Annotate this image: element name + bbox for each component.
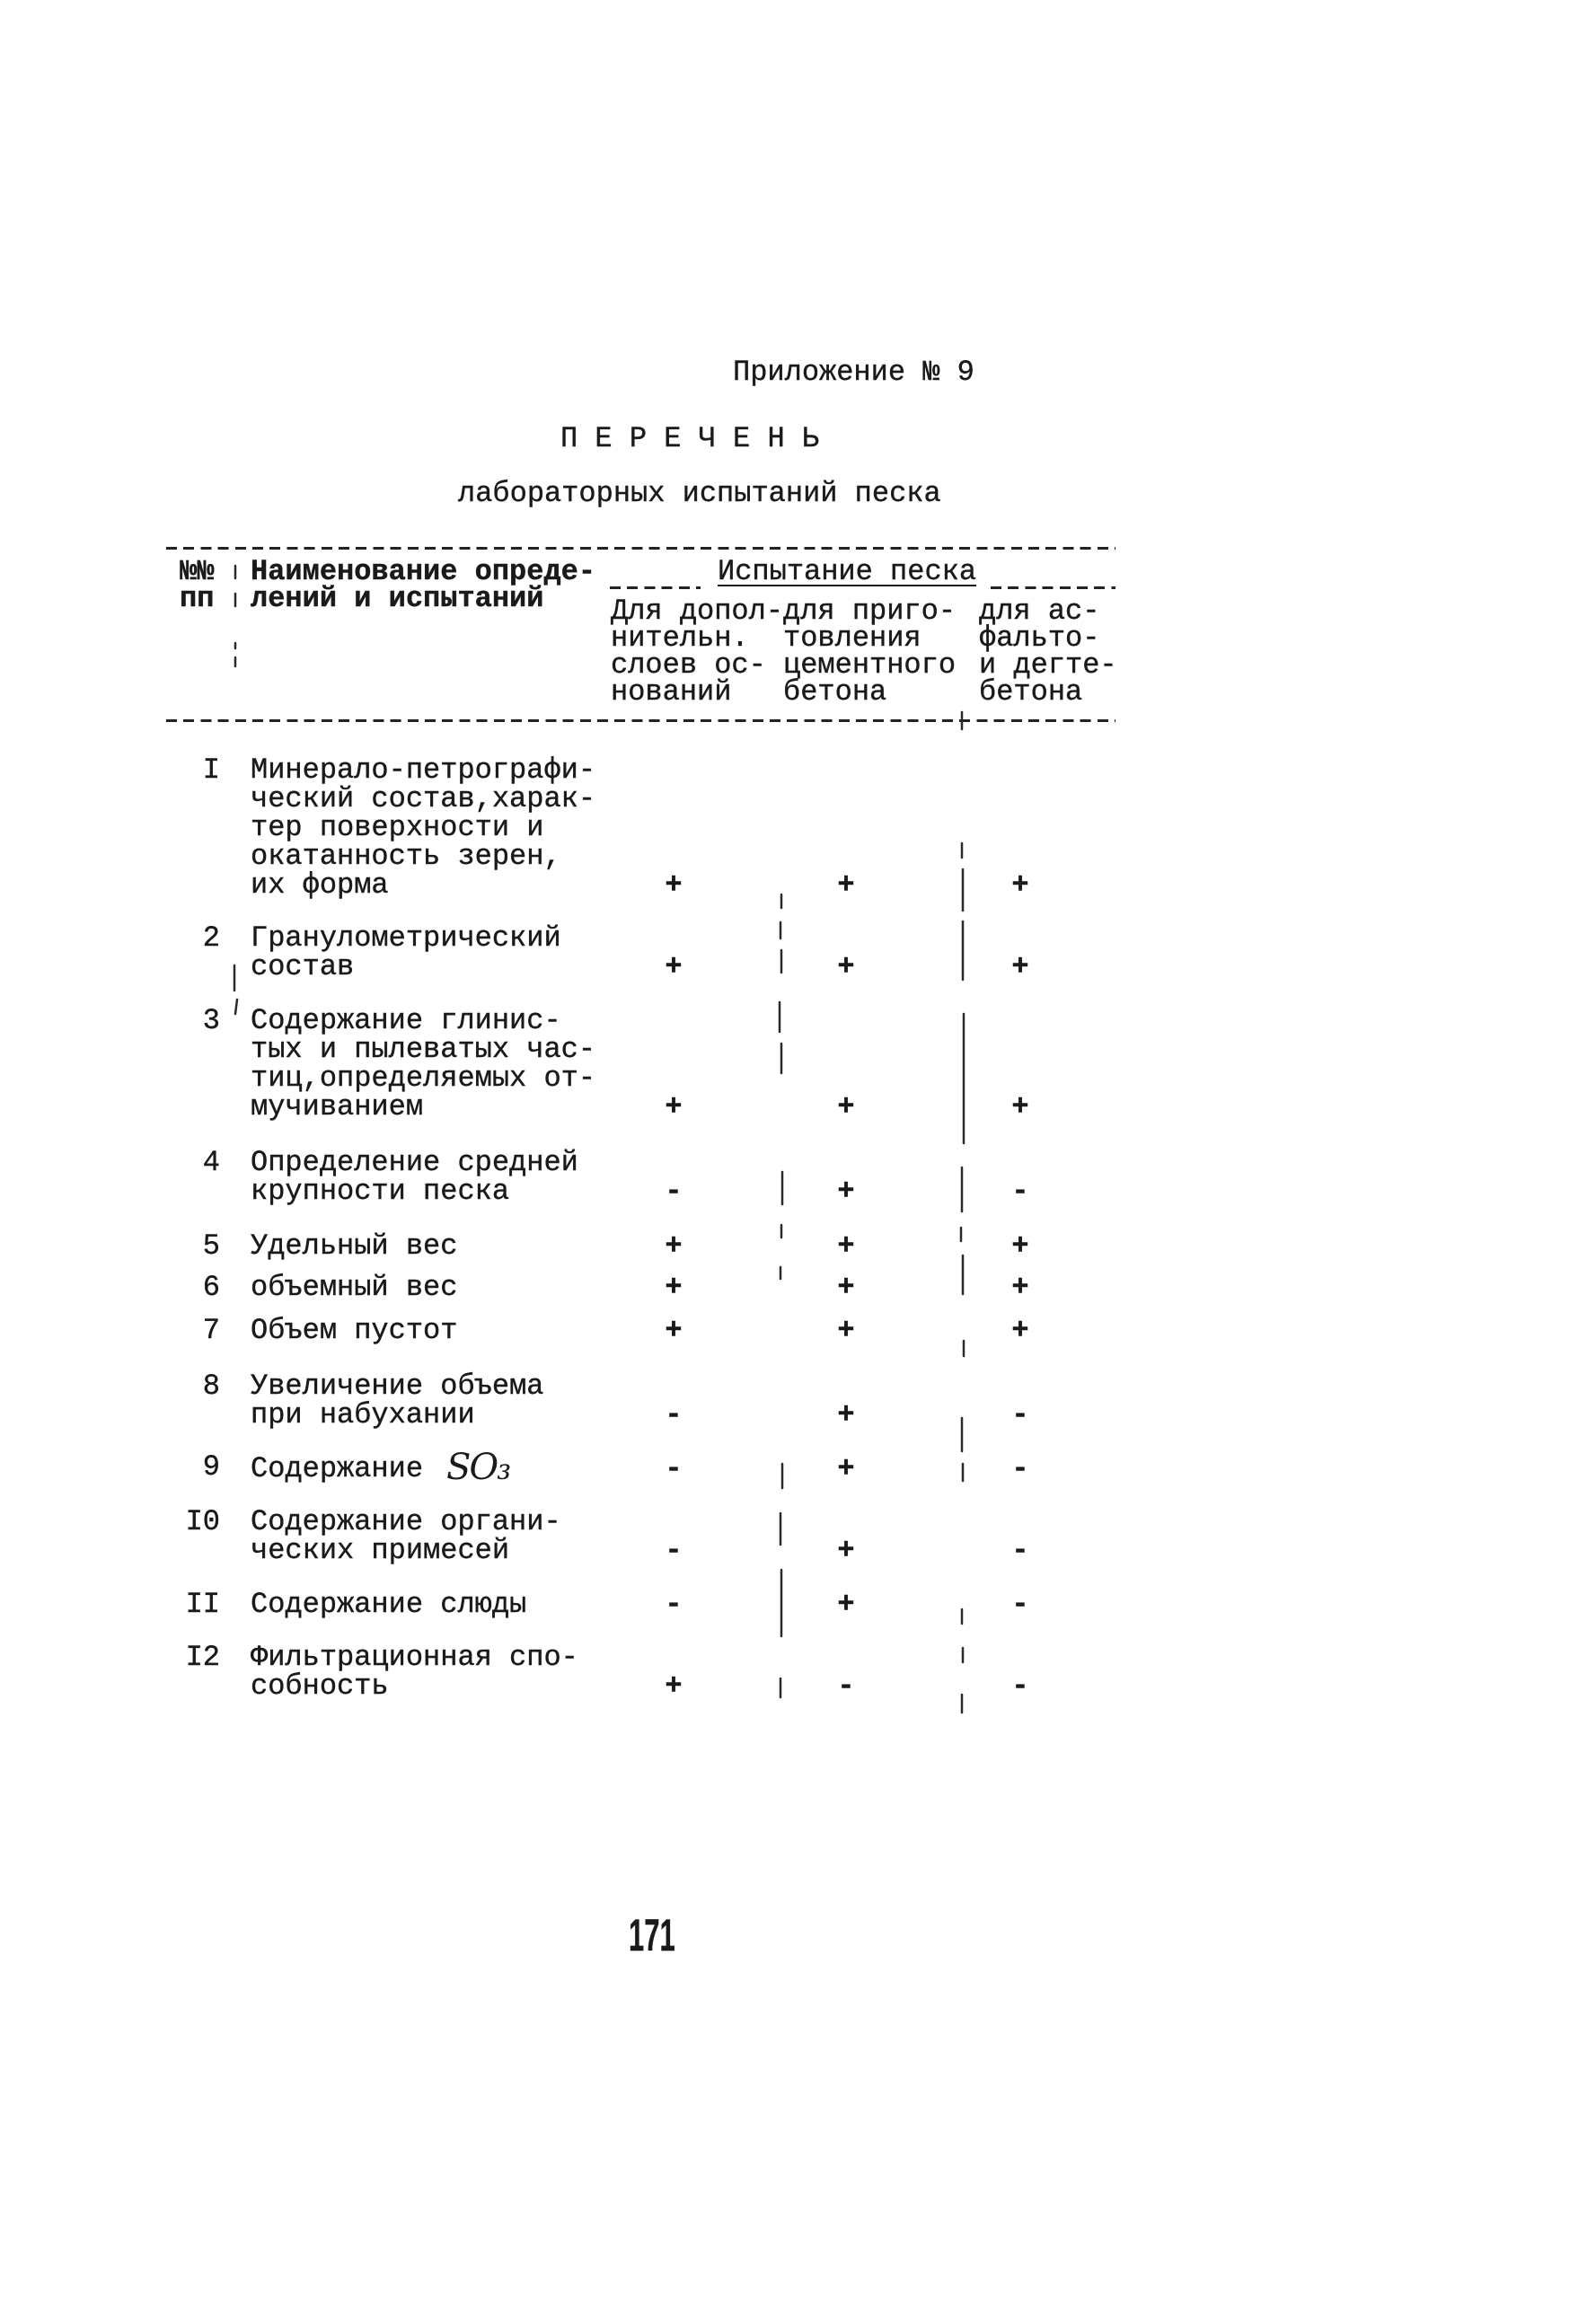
mark-asphalt-concrete: -	[1011, 1452, 1029, 1485]
subcolumn-header-base-layers: Для допол- нительн. слоев ос- нований	[611, 595, 784, 709]
row-number: 2	[202, 921, 220, 955]
mark-cement-concrete: +	[837, 950, 855, 983]
mark-base-layers: -	[665, 1588, 683, 1621]
mark-base-layers: +	[665, 1271, 683, 1304]
mark-asphalt-concrete: +	[1011, 950, 1029, 983]
mark-cement-concrete: +	[837, 1175, 855, 1208]
table-header-rule	[166, 719, 1115, 722]
row-test-name: Содержание глинис- тых и пылеватых час- тиц,определяемых от- мучиванием	[251, 1004, 596, 1123]
table-row	[0, 1590, 1596, 1619]
mark-asphalt-concrete: -	[1011, 1588, 1029, 1621]
column-group-header: Испытание песка	[718, 555, 977, 588]
document-subtitle: лабораторных испытаний песка	[458, 477, 941, 510]
mark-base-layers: -	[665, 1452, 683, 1485]
row-test-name: Минерало-петрографи- ческий состав,харак- тер поверхности и окатанность зерен, их форма	[251, 753, 596, 902]
row-test-name: Определение средней крупности песка	[251, 1146, 578, 1208]
row-marks	[0, 1590, 1596, 1619]
mark-asphalt-concrete: +	[1011, 1271, 1029, 1304]
mark-base-layers: -	[665, 1175, 683, 1208]
subcolumn-header-asphalt-concrete: для ас- фальто- и дегте- бетона	[979, 595, 1117, 709]
row-test-name-text: Содержание	[251, 1452, 424, 1485]
mark-base-layers: +	[665, 1229, 683, 1263]
mark-asphalt-concrete: +	[1011, 1090, 1029, 1123]
table-row	[0, 1505, 1596, 1567]
mark-base-layers: +	[665, 950, 683, 983]
mark-cement-concrete: +	[837, 1090, 855, 1123]
mark-base-layers: +	[665, 1669, 683, 1703]
mark-cement-concrete: +	[837, 1534, 855, 1567]
group-header-dash-left	[610, 586, 701, 589]
row-number: 6	[202, 1271, 220, 1304]
chemical-formula: SO₃	[446, 1447, 510, 1488]
row-test-name: Фильтрационная спо- собность	[251, 1641, 578, 1703]
table-row	[0, 1447, 1596, 1488]
row-test-name: Удельный вес	[251, 1229, 458, 1263]
mark-asphalt-concrete: +	[1011, 1229, 1029, 1263]
row-number: 7	[202, 1314, 220, 1347]
mark-asphalt-concrete: -	[1011, 1669, 1029, 1703]
page-number: 171	[629, 1910, 675, 1960]
mark-asphalt-concrete: -	[1011, 1175, 1029, 1208]
mark-base-layers: +	[665, 868, 683, 902]
mark-base-layers: -	[665, 1398, 683, 1431]
row-marks	[0, 1314, 1596, 1347]
row-number: I0	[185, 1505, 220, 1538]
mark-asphalt-concrete: -	[1011, 1398, 1029, 1431]
column-header-name: Наименование опреде- лений и испытаний	[251, 555, 596, 615]
mark-asphalt-concrete: +	[1011, 1314, 1029, 1347]
row-number: 5	[202, 1229, 220, 1263]
mark-cement-concrete: +	[837, 1398, 855, 1431]
subcolumn-header-cement-concrete: для приго- товления цементного бетона	[783, 595, 957, 709]
row-number: I2	[185, 1641, 220, 1674]
row-number: I	[202, 753, 220, 787]
table-row	[0, 1146, 1596, 1208]
mark-base-layers: +	[665, 1090, 683, 1123]
row-test-name: Увеличение объема при набухании	[251, 1370, 544, 1431]
row-marks	[0, 1273, 1596, 1302]
mark-cement-concrete: +	[837, 1452, 855, 1485]
row-test-name: Содержание органи- ческих примесей	[251, 1505, 561, 1567]
table-top-rule	[166, 547, 1115, 550]
row-number: II	[185, 1588, 220, 1621]
row-marks	[0, 868, 1596, 902]
mark-base-layers: +	[665, 1314, 683, 1347]
table-row	[0, 1229, 1596, 1263]
row-test-name: объемный вес	[251, 1271, 458, 1304]
row-test-name: Содержание слюды	[251, 1588, 527, 1621]
table-row	[0, 1643, 1596, 1701]
table-row	[0, 921, 1596, 983]
mark-cement-concrete: +	[837, 868, 855, 902]
group-header-dash-right	[991, 586, 1115, 589]
row-number: 3	[202, 1004, 220, 1037]
document-title: П Е Р Е Ч Е Н Ь	[560, 422, 820, 455]
mark-asphalt-concrete: -	[1011, 1534, 1029, 1567]
mark-cement-concrete: +	[837, 1588, 855, 1621]
table-row	[0, 1273, 1596, 1302]
row-marks	[0, 1447, 1596, 1488]
mark-cement-concrete: +	[837, 1271, 855, 1304]
mark-asphalt-concrete: +	[1011, 868, 1029, 902]
table-row	[0, 1004, 1596, 1123]
table-row	[0, 1314, 1596, 1347]
mark-cement-concrete: +	[837, 1314, 855, 1347]
appendix-label: Приложение № 9	[733, 356, 974, 389]
row-marks	[0, 1090, 1596, 1123]
row-number: 9	[202, 1450, 220, 1484]
row-number: 4	[202, 1146, 220, 1179]
column-header-number: №№ пп	[180, 555, 215, 615]
table-row	[0, 1372, 1596, 1430]
row-test-name: Объем пустот	[251, 1314, 458, 1347]
table-row	[0, 753, 1596, 902]
row-number: 8	[202, 1370, 220, 1403]
mark-cement-concrete: +	[837, 1229, 855, 1263]
mark-cement-concrete: -	[837, 1669, 855, 1703]
row-test-name: Гранулометрический состав	[251, 921, 561, 983]
row-marks	[0, 1229, 1596, 1263]
mark-base-layers: -	[665, 1534, 683, 1567]
row-marks	[0, 1177, 1596, 1206]
